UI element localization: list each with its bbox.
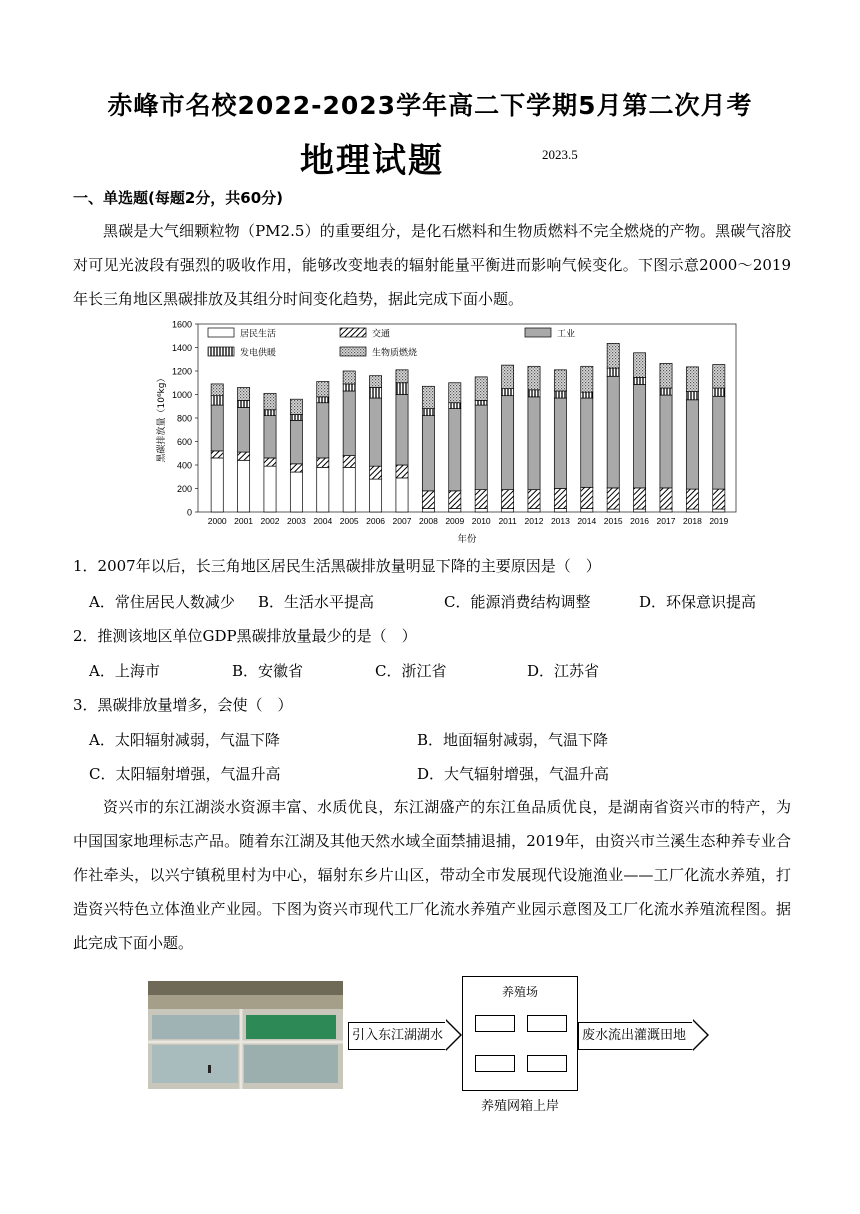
bar-segment <box>449 508 461 512</box>
bar-segment <box>713 388 725 396</box>
section-heading: 一、单选题(每题2分，共60分) <box>73 189 284 207</box>
bar-segment <box>713 489 725 509</box>
x-tick-label: 2012 <box>524 516 544 526</box>
bar-segment <box>343 384 355 391</box>
y-axis-label: 黑碳排放量（10⁶kg） <box>157 373 167 463</box>
question-2 <box>73 625 417 646</box>
cage-box <box>475 1015 515 1032</box>
legend-label: 居民生活 <box>240 329 277 340</box>
bar-segment <box>713 509 725 512</box>
bar-segment <box>607 509 619 512</box>
bar-segment <box>660 363 672 388</box>
bar-segment <box>449 491 461 509</box>
bar-segment <box>422 491 434 509</box>
bar-segment <box>317 403 329 458</box>
outflow-label: 废水流出灌溉田地 <box>582 1028 687 1043</box>
passage-black-carbon <box>73 214 791 316</box>
bar-segment <box>264 410 276 416</box>
x-tick-label: 2013 <box>550 516 570 526</box>
bar-segment <box>370 466 382 479</box>
passage-fish-farming <box>73 790 791 960</box>
bar-segment <box>554 391 566 398</box>
fish-farm-figure <box>148 976 708 1116</box>
bar-segment <box>502 396 514 490</box>
bar-segment <box>528 508 540 512</box>
bar-segment <box>607 343 619 368</box>
x-tick-label: 2002 <box>260 516 280 526</box>
q3-option-a[interactable]: A．太阳辐射减弱，气温下降 <box>89 731 280 749</box>
bar-segment <box>264 466 276 512</box>
bar-segment <box>581 392 593 398</box>
q1-option-a[interactable]: A．常住居民人数减少 <box>89 593 235 611</box>
bar-segment <box>634 509 646 512</box>
question-1-stem: 1．2007年以后，长三角地区居民生活黑碳排放量明显下降的主要原因是（ ） <box>73 557 601 575</box>
legend-label: 发电供暖 <box>240 348 277 359</box>
x-tick-label: 2001 <box>234 516 254 526</box>
x-axis-label: 年份 <box>457 534 477 545</box>
legend-swatch <box>525 328 551 337</box>
bar-segment <box>422 409 434 416</box>
bar-segment <box>660 509 672 512</box>
bar-segment <box>660 488 672 509</box>
bar-segment <box>607 488 619 509</box>
q3-option-c[interactable]: C．太阳辐射增强，气温升高 <box>89 765 281 783</box>
y-tick-label: 400 <box>176 460 192 471</box>
bar-segment <box>343 371 355 384</box>
bar-segment <box>713 365 725 389</box>
bar-segment <box>449 409 461 491</box>
q2-option-a[interactable]: A．上海市 <box>89 662 160 680</box>
bar-segment <box>396 465 408 478</box>
y-tick-label: 1400 <box>171 343 192 353</box>
exam-date: 2023.5 <box>542 147 578 162</box>
y-tick-label: 0 <box>186 507 192 518</box>
y-tick-label: 1600 <box>171 319 192 330</box>
q3-option-b[interactable]: B．地面辐射减弱，气温下降 <box>417 731 609 749</box>
legend-label: 工业 <box>557 329 576 340</box>
bar-segment <box>634 377 646 384</box>
bar-segment <box>238 452 250 460</box>
bar-segment <box>264 458 276 466</box>
bar-segment <box>343 391 355 456</box>
exam-title: 赤峰市名校2022-2023学年高二下学期5月第二次月考 <box>107 91 753 120</box>
q3-option-d[interactable]: D．大气辐射增强，气温升高 <box>417 765 610 783</box>
bar-segment <box>581 366 593 392</box>
bar-segment <box>396 395 408 466</box>
fish-farm-photo-drawing <box>148 981 343 1089</box>
chart-svg <box>150 316 740 548</box>
cage-box <box>527 1055 567 1072</box>
y-tick-label: 600 <box>176 437 192 447</box>
bar-segment <box>317 458 329 467</box>
question-2-stem: 2．推测该地区单位GDP黑碳排放量最少的是（ ） <box>73 627 417 645</box>
bar-segment <box>528 397 540 490</box>
bar-segment <box>502 508 514 512</box>
y-tick-label: 1000 <box>171 390 192 400</box>
bar-segment <box>607 368 619 376</box>
bar-segment <box>290 399 302 414</box>
bar-segment <box>502 490 514 509</box>
x-tick-label: 2006 <box>366 516 386 526</box>
x-tick-label: 2009 <box>445 516 465 526</box>
bar-segment <box>502 389 514 396</box>
bar-segment <box>317 397 329 403</box>
bar-segment <box>211 458 223 512</box>
q1-option-d[interactable]: D．环保意识提高 <box>639 593 757 611</box>
bar-segment <box>686 367 698 392</box>
bar-segment <box>317 382 329 397</box>
legend-swatch <box>208 347 234 356</box>
x-tick-label: 2015 <box>603 516 623 526</box>
bar-segment <box>211 396 223 405</box>
bar-segment <box>264 393 276 409</box>
legend-swatch <box>340 347 366 356</box>
plot-frame <box>198 324 736 512</box>
x-tick-label: 2017 <box>656 516 676 526</box>
bar-segment <box>449 403 461 409</box>
bar-segment <box>475 405 487 490</box>
bar-segment <box>475 400 487 405</box>
question-1 <box>73 555 601 576</box>
x-tick-label: 2014 <box>577 516 597 526</box>
bar-segment <box>370 479 382 512</box>
bar-segment <box>554 508 566 512</box>
outflow-arrow <box>578 1022 694 1050</box>
q2-option-b[interactable]: B．安徽省 <box>232 662 304 680</box>
bar-segment <box>290 464 302 472</box>
bar-segment <box>422 508 434 512</box>
bar-segment <box>634 385 646 488</box>
bar-segment <box>660 388 672 395</box>
inflow-arrowhead <box>446 1019 462 1051</box>
bar-segment <box>238 460 250 512</box>
bar-segment <box>290 420 302 463</box>
bar-segment <box>660 395 672 488</box>
bar-segment <box>290 414 302 420</box>
bar-segment <box>343 467 355 512</box>
y-tick-label: 1200 <box>171 366 192 377</box>
bar-segment <box>238 400 250 407</box>
bar-segment <box>422 416 434 491</box>
bar-segment <box>502 365 514 389</box>
legend-swatch <box>340 328 366 337</box>
bar-segment <box>475 490 487 509</box>
bar-segment <box>554 398 566 488</box>
inflow-arrow <box>348 1022 447 1050</box>
bar-segment <box>211 451 223 458</box>
y-tick-label: 800 <box>176 413 192 424</box>
inflow-label: 引入东江湖湖水 <box>352 1028 444 1043</box>
bar-segment <box>396 370 408 383</box>
x-tick-label: 2008 <box>418 516 438 526</box>
bar-segment <box>211 384 223 396</box>
cage-box <box>475 1055 515 1072</box>
x-tick-label: 2004 <box>313 516 333 526</box>
x-tick-label: 2011 <box>498 516 517 526</box>
bar-segment <box>686 400 698 489</box>
bar-segment <box>634 488 646 509</box>
bar-segment <box>528 390 540 397</box>
question-3-stem: 3．黑碳排放量增多，会使（ ） <box>73 696 293 714</box>
bar-segment <box>686 392 698 400</box>
outflow-arrowhead <box>693 1019 709 1051</box>
x-tick-label: 2005 <box>339 516 359 526</box>
bar-segment <box>686 489 698 509</box>
bar-segment <box>475 508 487 512</box>
bar-segment <box>422 386 434 408</box>
legend-label: 生物质燃烧 <box>372 348 418 359</box>
bar-segment <box>238 407 250 452</box>
bar-segment <box>370 387 382 398</box>
bar-segment <box>317 467 329 512</box>
bar-segment <box>607 376 619 488</box>
bar-segment <box>713 396 725 489</box>
bar-segment <box>634 353 646 378</box>
bar-segment <box>370 398 382 466</box>
q1-option-b[interactable]: B．生活水平提高 <box>258 593 375 611</box>
x-tick-label: 2018 <box>682 516 702 526</box>
farm-box <box>462 976 578 1091</box>
bar-segment <box>238 387 250 400</box>
legend-label: 交通 <box>372 329 391 340</box>
x-tick-label: 2000 <box>207 516 227 526</box>
bar-segment <box>581 487 593 508</box>
bar-segment <box>396 383 408 395</box>
q2-option-d[interactable]: D．江苏省 <box>527 662 600 680</box>
subject-title: 地理试题 <box>300 141 444 181</box>
x-tick-label: 2019 <box>709 516 729 526</box>
fish-farm-photo <box>148 981 343 1089</box>
bar-segment <box>290 472 302 512</box>
passage-text: 资兴市的东江湖淡水资源丰富、水质优良，东江湖盛产的东江鱼品质优良，是湖南省资兴市的特产，为中国国家地理标志产品。随着东江湖及其他天然水域全面禁捕退捕，2019年，由资兴市兰溪生态种养专业合作社牵头，以兴宁镇税里村为中心，辐射东乡片山区，带动全市发展现代设施渔业——工厂化流水养殖，打造资兴特色立体渔业产业园。下图为资兴市现代工厂化流水养殖产业园示意图及工厂化流水养殖流程图。据此完成下面小题。 <box>73 798 791 952</box>
x-tick-label: 2016 <box>630 516 650 526</box>
q2-option-c[interactable]: C．浙江省 <box>375 662 447 680</box>
legend-swatch <box>208 328 234 337</box>
bar-segment <box>554 489 566 509</box>
bar-segment <box>528 490 540 509</box>
bar-segment <box>581 398 593 487</box>
bar-segment <box>475 377 487 401</box>
question-3 <box>73 694 293 715</box>
bar-segment <box>370 376 382 388</box>
bar-segment <box>554 370 566 391</box>
bar-segment <box>449 383 461 403</box>
x-tick-label: 2003 <box>286 516 306 526</box>
x-tick-label: 2010 <box>471 516 491 526</box>
bar-segment <box>396 478 408 512</box>
bar-segment <box>528 366 540 390</box>
y-tick-label: 200 <box>176 484 192 494</box>
bar-segment <box>343 456 355 468</box>
bar-segment <box>686 509 698 512</box>
passage-text: 黑碳是大气细颗粒物（PM2.5）的重要组分，是化石燃料和生物质燃料不完全燃烧的产物。黑碳气溶胶对可见光波段有强烈的吸收作用，能够改变地表的辐射能量平衡进而影响气候变化。下图示意2000～2019年长三角地区黑碳排放及其组分时间变化趋势，据此完成下面小题。 <box>73 222 791 308</box>
cage-box <box>527 1015 567 1032</box>
bottom-label: 养殖网箱上岸 <box>480 1099 559 1114</box>
bar-segment <box>211 405 223 451</box>
farm-label: 养殖场 <box>501 985 538 999</box>
bar-segment <box>581 508 593 512</box>
x-tick-label: 2007 <box>392 516 412 526</box>
bar-segment <box>264 416 276 458</box>
q1-option-c[interactable]: C．能源消费结构调整 <box>444 593 591 611</box>
black-carbon-chart <box>150 316 740 548</box>
